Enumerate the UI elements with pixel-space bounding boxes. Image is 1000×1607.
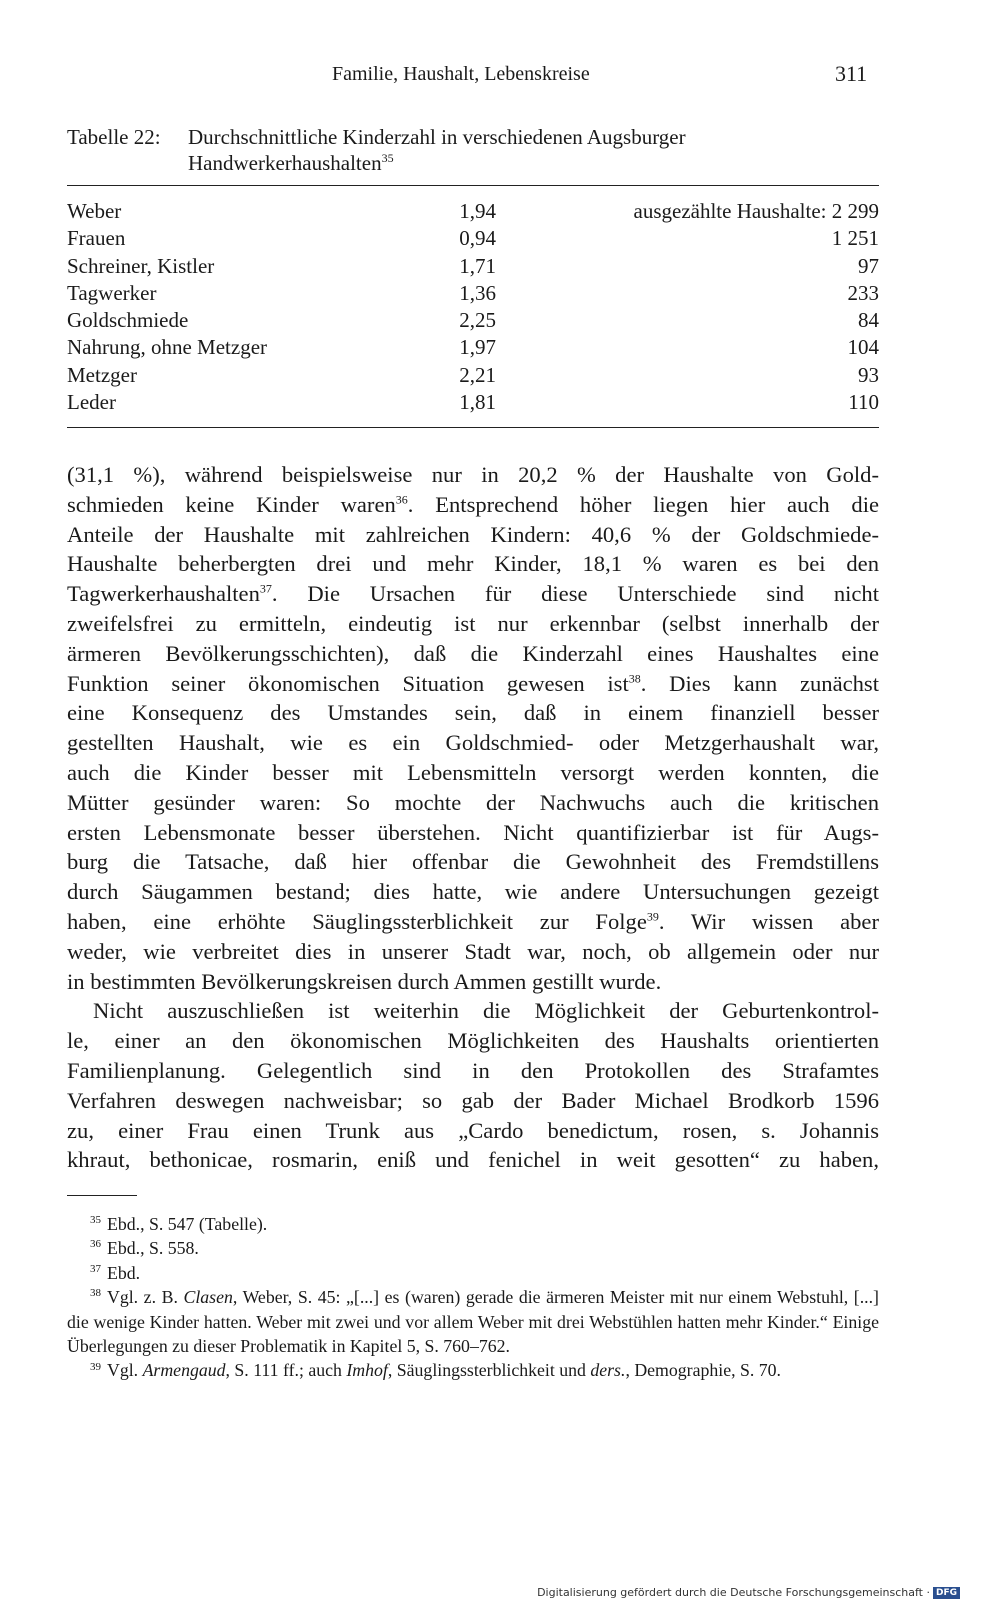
text-run: Haushalte beherbergten drei und mehr Kinder, 18,1 % waren es bei den	[67, 551, 879, 577]
text-line	[67, 1086, 879, 1116]
text-line	[67, 460, 879, 490]
text-run: Verfahren deswegen nachweisbar; so gab der Bader Michael Brodkorb 1596	[67, 1087, 879, 1113]
digitization-note	[537, 1586, 960, 1599]
author-name: ders.	[590, 1360, 626, 1381]
text-line	[67, 669, 879, 699]
row-value: 0,94	[459, 226, 496, 251]
text-line	[67, 609, 879, 639]
text-line	[67, 1116, 879, 1146]
row-value: 1,81	[459, 390, 496, 415]
row-name: Tagwerker	[67, 280, 157, 305]
footnote-ref: 36	[395, 492, 408, 507]
dfg-logo: DFG	[933, 1587, 960, 1599]
table-row	[67, 389, 879, 416]
table-row	[67, 198, 879, 225]
text-run: Mütter gesünder waren: So mochte der Nachwuchs auch die kritischen	[67, 789, 879, 815]
text-line	[67, 1026, 879, 1056]
footnote-ref: 37	[259, 581, 272, 596]
text-run: . Wir wissen aber	[658, 908, 879, 934]
row-count: 1 251	[831, 226, 879, 251]
text-run: zu, einer Frau einen Trunk aus „Cardo benedictum, rosen, s. Johannis	[67, 1117, 879, 1143]
footnote	[67, 1285, 879, 1358]
row-count	[634, 198, 880, 225]
text-run: weder, wie verbreitet dies in unserer Stadt war, noch, ob allgemein oder nur	[67, 938, 879, 964]
row-count: 97	[858, 253, 879, 278]
text-line	[67, 967, 879, 997]
text-line	[67, 549, 879, 579]
table-row	[67, 280, 879, 307]
text-run: . Entsprechend höher liegen hier auch die	[407, 491, 879, 517]
text-line	[67, 996, 879, 1026]
footnote-number: 35	[90, 1214, 101, 1227]
text-run: gestellten Haushalt, wie es ein Goldschmied- oder Metzgerhaushalt war,	[67, 730, 879, 756]
footnote-text: Vgl.	[107, 1360, 143, 1381]
table-row	[67, 307, 879, 334]
row-count: 93	[858, 362, 879, 387]
text-run: Funktion seiner ökonomischen Situation gewesen ist	[67, 670, 629, 696]
row-count: 233	[847, 280, 879, 305]
text-line	[67, 698, 879, 728]
text-line	[67, 520, 879, 550]
text-run: in bestimmten Bevölkerungskreisen durch Ammen gestillt wurde.	[67, 968, 662, 994]
footnote	[67, 1212, 879, 1236]
row-name: Nahrung, ohne Metzger	[67, 335, 268, 360]
count-label: ausgezählte Haushalte:	[633, 199, 827, 223]
author-name: Imhof	[346, 1360, 388, 1381]
row-value: 1,97	[459, 335, 496, 360]
row-value: 2,21	[459, 362, 496, 387]
footnote-text: Ebd., S. 558.	[107, 1238, 199, 1259]
text-run: . Dies kann zunächst	[640, 670, 879, 696]
row-name: Weber	[67, 199, 122, 223]
footnote-text: , Demographie, S. 70.	[625, 1360, 781, 1381]
table-title-line-2: Handwerkerhaushalten	[188, 151, 382, 175]
body-text	[67, 460, 879, 1175]
text-run: Anteile der Haushalte mit zahlreichen Kindern: 40,6 % der Goldschmiede-	[67, 521, 879, 547]
running-title: Familie, Haushalt, Lebenskreise	[332, 63, 590, 85]
text-line	[67, 639, 879, 669]
table-row	[67, 253, 879, 280]
text-line	[67, 1145, 879, 1175]
text-line	[67, 937, 879, 967]
text-line	[67, 907, 879, 937]
text-run: Nicht auszuschließen ist weiterhin die Möglichkeit der Geburtenkontrol-	[93, 998, 879, 1024]
row-value: 1,36	[459, 280, 496, 305]
table-row	[67, 334, 879, 361]
row-count: 104	[847, 335, 879, 360]
author-name: Clasen	[183, 1287, 233, 1308]
footnote-number: 36	[90, 1238, 101, 1251]
footnote	[67, 1236, 879, 1260]
row-name: Goldschmiede	[67, 308, 189, 333]
text-line	[67, 758, 879, 788]
footnote-separator	[67, 1195, 137, 1196]
row-name: Leder	[67, 390, 116, 415]
table-title-line-1: Durchschnittliche Kinderzahl in verschiedenen Augsburger	[188, 125, 686, 149]
count-value: 2 299	[831, 199, 879, 223]
text-line	[67, 818, 879, 848]
footnote	[67, 1358, 879, 1382]
row-count: 84	[858, 308, 879, 333]
text-run: ersten Lebensmonate besser überstehen. Nicht quantifizierbar ist für Augs-	[67, 819, 879, 845]
row-name: Metzger	[67, 362, 137, 387]
text-line	[67, 877, 879, 907]
text-line	[67, 788, 879, 818]
text-run: (31,1 %), während beispielsweise nur in 20,2 % der Haushalte von Gold-	[67, 462, 879, 487]
row-count: 110	[848, 390, 879, 415]
table-bottom-rule	[67, 427, 879, 428]
footnote-ref: 35	[381, 151, 394, 165]
text-line	[67, 490, 879, 520]
footnote-text: , S. 111 ff.; auch	[225, 1360, 347, 1381]
footnote-text: , Säuglingssterblichkeit und	[387, 1360, 591, 1381]
page-number: 311	[835, 61, 868, 86]
text-run: Tagwerkerhaushalten	[67, 581, 260, 607]
text-run: zweifelsfrei zu ermitteln, eindeutig ist nur erkennbar (selbst innerhalb der	[67, 610, 879, 636]
footnote-number: 37	[90, 1262, 101, 1275]
footnote-ref: 39	[646, 909, 659, 924]
text-run: ärmeren Bevölkerungsschichten), daß die Kinderzahl eines Haushaltes eine	[67, 640, 879, 666]
text-run: khraut, bethonicae, rosmarin, eniß und fenichel in weit gesotten“ zu haben,	[67, 1147, 879, 1173]
text-run: burg die Tatsache, daß hier offenbar die Gewohnheit des Fremdstillens	[67, 849, 879, 875]
text-line	[67, 579, 879, 609]
footnote-text: Vgl. z. B.	[107, 1287, 184, 1308]
author-name: Armengaud	[142, 1360, 226, 1381]
data-table	[67, 198, 879, 416]
text-run: eine Konsequenz des Umstandes sein, daß in einem finanziell besser	[67, 700, 879, 726]
text-line	[67, 1056, 879, 1086]
table-caption	[67, 124, 867, 176]
text-run: haben, eine erhöhte Säuglingssterblichkeit zur Folge	[67, 908, 647, 934]
text-run: . Die Ursachen für diese Unterschiede sind nicht	[271, 581, 879, 607]
footnote-text: , Weber, S. 45: „[...] es (waren) gerade die ärmeren Meister mit nur einem Webstuhl, [...] die wenige Kinder hatten. Weber mit zwei und vor allem Weber mit drei Webstühlen hatten mehr Kinder.“ Einige Überlegungen zu dieser Problematik in Kapitel 5, S. 760–762.	[67, 1287, 879, 1357]
text-run: auch die Kinder besser mit Lebensmitteln versorgt werden konnten, die	[67, 759, 879, 785]
footnote-number: 39	[90, 1360, 101, 1373]
text-run: schmieden keine Kinder waren	[67, 491, 396, 517]
text-run: le, einer an den ökonomischen Möglichkeiten des Haushalts orientierten	[67, 1028, 879, 1054]
text-line	[67, 728, 879, 758]
footnote-number: 38	[90, 1287, 101, 1300]
footnote-ref: 38	[628, 671, 641, 686]
table-label: Tabelle 22:	[67, 125, 161, 149]
footnote	[67, 1261, 879, 1285]
footnote-text: Ebd.	[107, 1262, 141, 1283]
digitization-text: Digitalisierung gefördert durch die Deutsche Forschungsgemeinschaft ·	[537, 1586, 930, 1599]
text-line	[67, 847, 879, 877]
row-name: Schreiner, Kistler	[67, 253, 215, 278]
text-run: Familienplanung. Gelegentlich sind in den Protokollen des Strafamtes	[67, 1057, 879, 1083]
text-run: durch Säugammen bestand; dies hatte, wie andere Untersuchungen gezeigt	[67, 879, 879, 905]
footnote-text: Ebd., S. 547 (Tabelle).	[107, 1214, 268, 1234]
table-top-rule	[67, 185, 879, 186]
row-value: 2,25	[459, 308, 496, 333]
footnotes	[67, 1212, 879, 1383]
row-name: Frauen	[67, 226, 126, 251]
table-row	[67, 362, 879, 389]
table-row	[67, 225, 879, 252]
row-value: 1,71	[459, 253, 496, 278]
row-value: 1,94	[459, 199, 496, 223]
